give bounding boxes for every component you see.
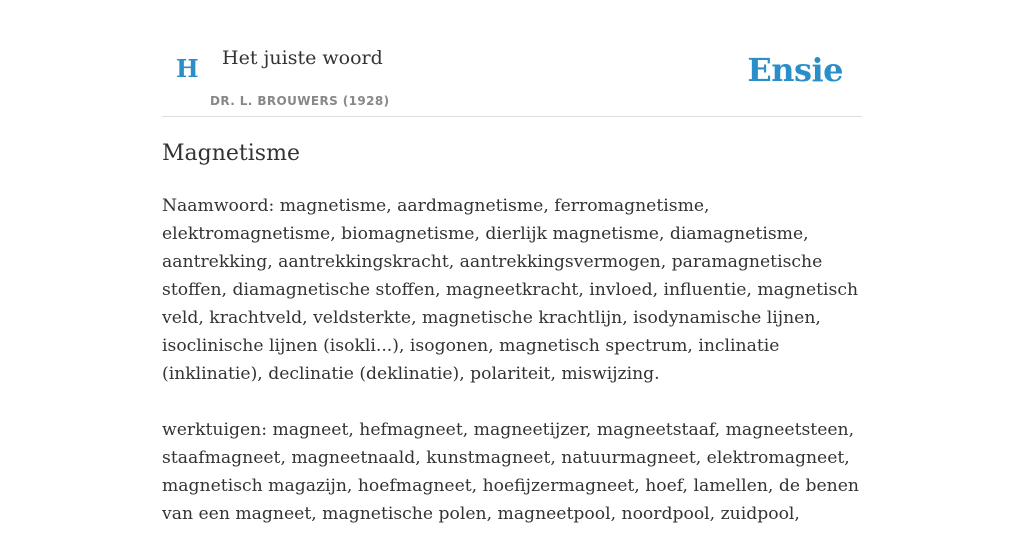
page bbox=[162, 0, 862, 524]
entry-body bbox=[162, 192, 862, 556]
book-title-link[interactable]: Het juiste woord bbox=[222, 47, 383, 69]
ensie-logo-link[interactable]: Ensie bbox=[747, 51, 843, 89]
book-header bbox=[162, 0, 862, 117]
entry-paragraph-tools: werktuigen: magneet, hefmagneet, magneetijzer, magneetstaaf, magneetsteen, staafmagneet, magneetnaald, kunstmagneet, natuurmagneet, elektromagneet, magnetisch magazijn, hoefmagneet, hoefijzermagneet, hoef, lamellen, de benen van een magneet, magnetische polen, magneetpool, noordpool, zuidpool, bbox=[162, 420, 859, 524]
book-author: DR. L. BROUWERS (1928) bbox=[210, 94, 390, 108]
entry-paragraph-nouns: Naamwoord: magnetisme, aardmagnetisme, ferromagnetisme, elektromagnetisme, biomagnetisme, dierlijk magnetisme, diamagnetisme, aantrekking, aantrekkingskracht, aantrekkingsvermogen, paramagnetische stoffen, diamagnetische stoffen, magneetkracht, invloed, influentie, magnetisch veld, krachtveld, veldsterkte, magnetische krachtlijn, isodynamische lijnen, isoclinische lijnen (isokli...), isogonen, magnetisch spectrum, inclinatie (inklinatie), declinatie (deklinatie), polariteit, miswijzing. bbox=[162, 196, 859, 384]
book-letter-icon[interactable]: H bbox=[176, 54, 199, 83]
entry-title: Magnetisme bbox=[162, 141, 300, 166]
